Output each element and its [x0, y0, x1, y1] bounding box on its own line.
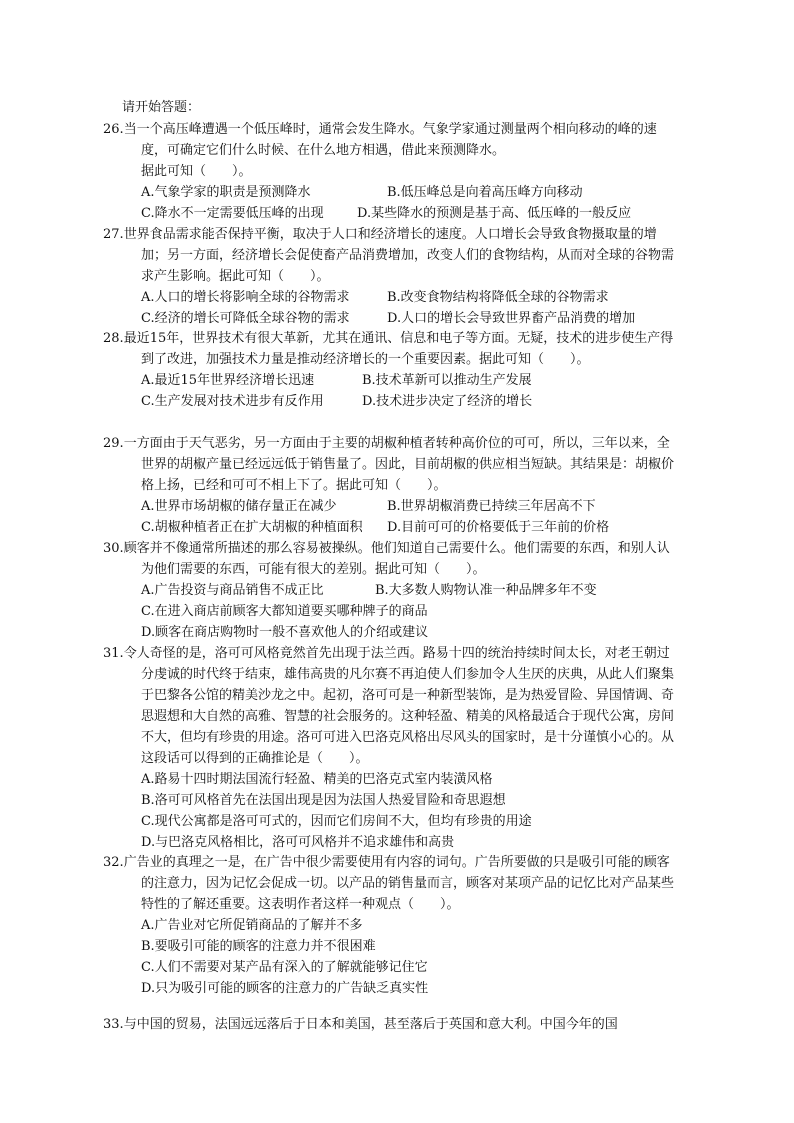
option-d[interactable]: D.只为吸引可能的顾客的注意力的广告缺乏真实性 — [141, 981, 429, 996]
question-text: 世界食品需求能否保持平衡，取决于人口和经济增长的速度。人口增长会导致食物摄取量的增加；另一方面，经济增长会促使畜产品消费增加，改变人们的食物结构，从而对全球的谷物需求产生影响。据此可知（ ）。 — [123, 227, 675, 284]
question-stem — [103, 328, 682, 370]
option-c[interactable]: C.现代公寓都是洛可可式的，因而它们房间不大，但均有珍贵的用途 — [141, 814, 532, 829]
question-number: 32. — [103, 855, 124, 870]
options — [122, 496, 682, 538]
question-text: 令人奇怪的是，洛可可风格竟然首先出现于法兰西。路易十四的统治持续时间太长，对老王朝过分虔诚的时代终于结束，雄伟高贵的凡尔赛不再迫使人们参加令人生厌的庆典，从此人们聚集于巴黎各公馆的精美沙龙之中。起初，洛可可是一种新型装饰，是为热爱冒险、异国情调、奇思遐想和大自然的高雅、智慧的社会服务的。这种轻盈、精美的风格最适合于现代公寓，房间不大，但均有珍贵的用途。洛可可进入巴洛克风格出尽风头的国家时，是十分谨慎小心的。从这段话可以得到的正确推论是（ ）。 — [123, 646, 675, 766]
option-c[interactable]: C.在进入商店前顾客大都知道要买哪种牌子的商品 — [141, 604, 428, 619]
option-c[interactable]: C.经济的增长可降低全球谷物的需求 — [141, 311, 350, 326]
option-b[interactable]: B.洛可可风格首先在法国出现是因为法国人热爱冒险和奇思遐想 — [141, 793, 506, 808]
option-a[interactable]: A.气象学家的职责是预测降水 — [141, 185, 311, 200]
question-29 — [103, 433, 682, 538]
question-stem — [103, 119, 682, 161]
intro-text: 请开始答题： — [122, 100, 201, 115]
option-c[interactable]: C.降水不一定需要低压峰的出现 — [141, 206, 324, 221]
question-number: 26. — [103, 122, 124, 137]
question-stem — [103, 433, 682, 496]
option-a[interactable]: A.路易十四时期法国流行轻盈、精美的巴洛克式室内装潢风格 — [141, 772, 493, 787]
question-number: 30. — [103, 541, 124, 556]
question-number: 31. — [103, 646, 124, 661]
question-text: 当一个高压峰遭遇一个低压峰时，通常会发生降水。气象学家通过测量两个相向移动的峰的速度，可确定它们什么时候、在什么地方相遇，借此来预测降水。 — [123, 122, 657, 158]
question-27 — [103, 224, 682, 329]
question-32 — [103, 852, 682, 999]
question-text: 最近15年，世界技术有很大革新，尤其在通讯、信息和电子等方面。无疑，技术的进步使生产得到了改进，加强技术力量是推动经济增长的一个重要因素。据此可知（ ）。 — [123, 331, 674, 367]
option-b[interactable]: B.改变食物结构将降低全球的谷物需求 — [387, 290, 609, 305]
options — [122, 370, 682, 412]
options — [122, 769, 682, 853]
option-b[interactable]: B.技术革新可以推动生产发展 — [362, 373, 532, 388]
option-c[interactable]: C.生产发展对技术进步有反作用 — [141, 394, 324, 409]
question-stem — [103, 1014, 682, 1035]
question-text: 顾客并不像通常所描述的那么容易被操纵。他们知道自己需要什么。他们需要的东西，和别人认为他们需要的东西，可能有很大的差别。据此可知（ ）。 — [123, 541, 670, 577]
options — [122, 182, 682, 224]
question-number: 27. — [103, 227, 124, 242]
question-28 — [103, 328, 682, 412]
question-stem — [103, 224, 682, 287]
question-stem — [103, 643, 682, 769]
question-26 — [103, 119, 682, 224]
option-b[interactable]: B.低压峰总是向着高压峰方向移动 — [387, 185, 583, 200]
option-c[interactable]: C.人们不需要对某产品有深入的了解就能够记住它 — [141, 960, 428, 975]
option-c[interactable]: C.胡椒种植者正在扩大胡椒的种植面积 — [141, 520, 363, 535]
question-33 — [103, 1014, 682, 1035]
question-number: 28. — [103, 331, 124, 346]
option-a[interactable]: A.最近15年世界经济增长迅速 — [141, 373, 315, 388]
question-stem — [103, 538, 682, 580]
question-number: 33. — [103, 1017, 124, 1032]
option-d[interactable]: D.目前可可的价格要低于三年前的价格 — [387, 520, 610, 535]
option-b[interactable]: B.世界胡椒消费已持续三年居高不下 — [387, 499, 596, 514]
option-a[interactable]: A.广告业对它所促销商品的了解并不多 — [141, 918, 363, 933]
option-a[interactable]: A.广告投资与商品销售不成正比 — [141, 583, 324, 598]
question-text: 与中国的贸易，法国远远落后于日本和美国，甚至落后于英国和意大利。中国今年的国 — [123, 1017, 618, 1032]
option-b[interactable]: B.大多数人购物认准一种品牌多年不变 — [375, 583, 597, 598]
option-d[interactable]: D.技术进步决定了经济的增长 — [362, 394, 533, 409]
question-stem — [103, 852, 682, 915]
question-text: 广告业的真理之一是，在广告中很少需要使用有内容的词句。广告所要做的只是吸引可能的顾客的注意力，因为记忆会促成一切。以产品的销售量而言，顾客对某项产品的记忆比对产品某些特性的了解还重要。这表明作者这样一种观点（ ）。 — [123, 855, 675, 912]
question-prompt: 据此可知（ ）。 — [141, 164, 252, 179]
option-d[interactable]: D.人口的增长会导致世界畜产品消费的增加 — [387, 311, 636, 326]
question-number: 29. — [103, 436, 124, 451]
option-a[interactable]: A.人口的增长将影响全球的谷物需求 — [141, 290, 350, 305]
option-d[interactable]: D.与巴洛克风格相比，洛可可风格并不追求雄伟和高贵 — [141, 835, 455, 850]
option-d[interactable]: D.某些降水的预测是基于高、低压峰的一般反应 — [357, 206, 632, 221]
option-b[interactable]: B.要吸引可能的顾客的注意力并不很困难 — [141, 939, 376, 954]
options — [122, 915, 682, 999]
question-31 — [103, 643, 682, 853]
question-30 — [103, 538, 682, 643]
options — [122, 287, 682, 329]
options — [122, 580, 682, 643]
option-d[interactable]: D.顾客在商店购物时一般不喜欢他人的介绍或建议 — [141, 625, 429, 640]
option-a[interactable]: A.世界市场胡椒的储存量正在减少 — [141, 499, 337, 514]
question-text: 一方面由于天气恶劣，另一方面由于主要的胡椒种植者转种高价位的可可，所以，三年以来，全世界的胡椒产量已经远远低于销售量了。因此，目前胡椒的供应相当短缺。其结果是：胡椒价格上扬，已经和可可不相上下了。据此可知（ ）。 — [123, 436, 675, 493]
